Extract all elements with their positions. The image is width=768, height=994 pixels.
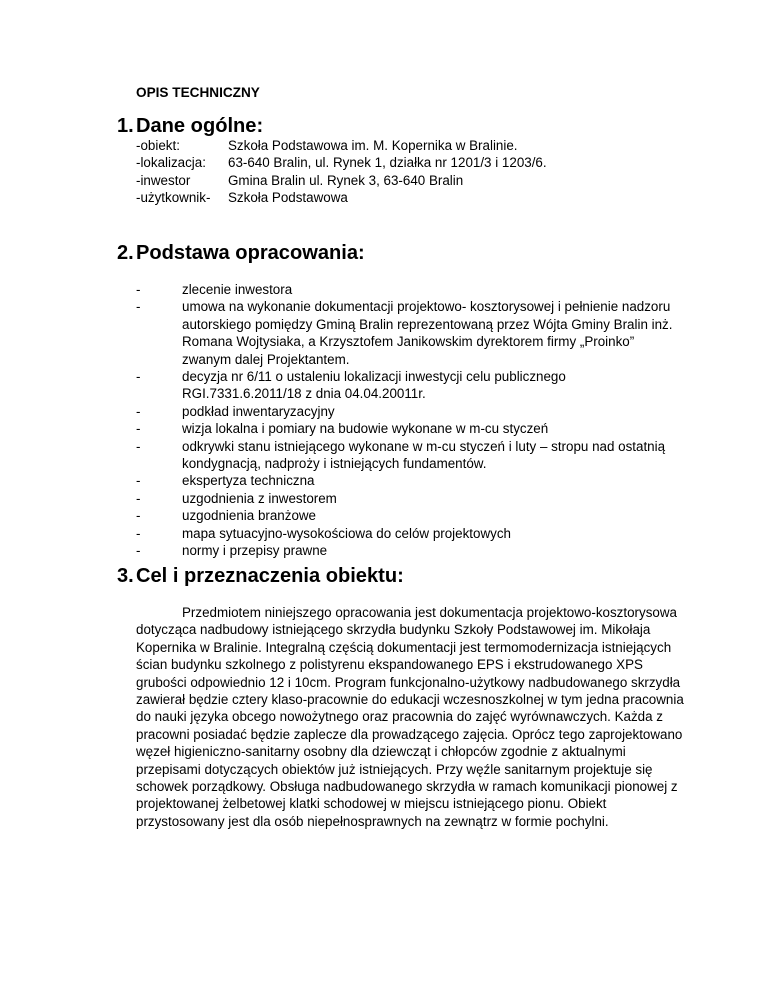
basis-item-text: normy i przepisy prawne [182,543,328,559]
general-info-value: Szkoła Podstawowa im. M. Kopernika w Bralinie. [228,138,518,153]
list-dash: - [136,299,141,315]
basis-list-item [136,420,676,437]
basis-list-item [136,525,676,542]
basis-list-item [136,403,676,420]
general-info-value: Gmina Bralin ul. Rynek 3, 63-640 Bralin [228,172,464,188]
general-info-row [136,154,547,171]
basis-list-item [136,542,676,559]
basis-list [136,281,676,560]
section-number: 1. [117,115,134,137]
list-dash: - [136,403,141,419]
general-info-row [136,137,547,154]
section-title: Cel i przeznaczenia obiektu: [136,565,404,587]
section-heading-general [117,115,264,137]
list-dash: - [136,490,141,506]
list-dash: - [136,369,141,385]
list-dash: - [136,508,141,524]
general-info-row [136,172,547,189]
section-title: Podstawa opracowania: [136,242,365,264]
basis-item-text: ekspertyza techniczna [182,473,315,489]
basis-item-text: uzgodnienia z inwestorem [182,490,337,506]
general-info-key: -użytkownik- [136,190,211,206]
document-title: OPIS TECHNICZNY [136,85,260,100]
purpose-paragraph: Przedmiotem niniejszego opracowania jest dokumentacja projektowo-kosztorysowa dotycząca nadbudowy istniejącego skrzydła budynku Szkoły Podstawowej im. Mikołaja Kopernika w Bralinie. Integralną częścią dokumentacji jest termomodernizacja istniejących ścian budynku szkolnego z polistyrenu ekspandowanego EPS i ekstrudowanego XPS grubości odpowiednio 12 i 10cm. Program funkcjonalno-użytkowy nadbudowanego skrzydła zawierał będzie cztery klaso-pracownie do edukacji wczesnoszkolnej w tym jedna pracownia do nauki języka obcego nowożytnego oraz pracownia do zajęć wyrównawczych. Każda z pracowni posiadać będzie zaplecze dla prowadzącego zajęcia. Oprócz tego zaprojektowano węzeł higieniczno-sanitarny osobny dla dziewcząt i chłopców zgodnie z aktualnymi przepisami dotyczących obiektów już istniejących. Przy węźle sanitarnym projektuje się schowek porządkowy. Obsługa nadbudowanego skrzydła w ramach komunikacji pionowej z projektowanej żelbetowej klatki schodowej w miejscu istniejącego pionu. Obiekt przystosowany jest dla osób niepełnosprawnych na zewnątrz w formie pochylni. [136,605,684,829]
basis-item-text: podkład inwentaryzacyjny [182,403,335,419]
section-heading-basis [117,242,365,264]
basis-list-item [136,298,676,368]
list-dash: - [136,438,141,454]
list-dash: - [136,543,141,559]
section-heading-purpose [117,565,404,587]
general-info-value: 63-640 Bralin, ul. Rynek 1, działka nr 1201/3 i 1203/6. [228,155,547,171]
basis-list-item [136,368,676,403]
list-dash: - [136,282,141,297]
general-info-key: -obiekt: [136,138,180,153]
basis-item-text: umowa na wykonanie dokumentacji projektowo- kosztorysowej i pełnienie nadzoru autorskiego pomiędzy Gminą Bralin reprezentowaną przez Wójta Gminy Bralin inż. Romana Wojtysiaka, a Krzysztofem Janikowskim dyrektorem firmy „Proinko” zwanym dalej Projektantem. [182,299,673,367]
list-dash: - [136,473,141,489]
basis-list-item [136,472,676,489]
list-dash: - [136,525,141,541]
list-dash: - [136,421,141,437]
general-info-value: Szkoła Podstawowa [228,190,348,206]
section-number: 3. [117,565,134,587]
general-info-key: -lokalizacja: [136,155,206,171]
section-title: Dane ogólne: [136,115,264,137]
basis-item-text: mapa sytuacyjno-wysokościowa do celów projektowych [182,525,511,541]
basis-list-item [136,281,676,298]
section-number: 2. [117,242,134,264]
general-info-table [136,137,547,207]
basis-item-text: uzgodnienia branżowe [182,508,317,524]
basis-item-text: odkrywki stanu istniejącego wykonane w m-cu styczeń i luty – stropu nad ostatnią kondygnacją, nadproży i istniejących fundamentów. [182,438,666,472]
basis-item-text: decyzja nr 6/11 o ustaleniu lokalizacji inwestycji celu publicznego RGI.7331.6.2011/18 z dnia 04.04.20011r. [182,369,566,402]
basis-item-text: wizja lokalna i pomiary na budowie wykonane w m-cu styczeń [182,421,549,437]
basis-list-item [136,438,676,473]
basis-list-item [136,490,676,507]
basis-list-item [136,507,676,524]
general-info-row [136,189,547,206]
basis-item-text: zlecenie inwestora [182,282,293,297]
general-info-key: -inwestor [136,172,191,188]
